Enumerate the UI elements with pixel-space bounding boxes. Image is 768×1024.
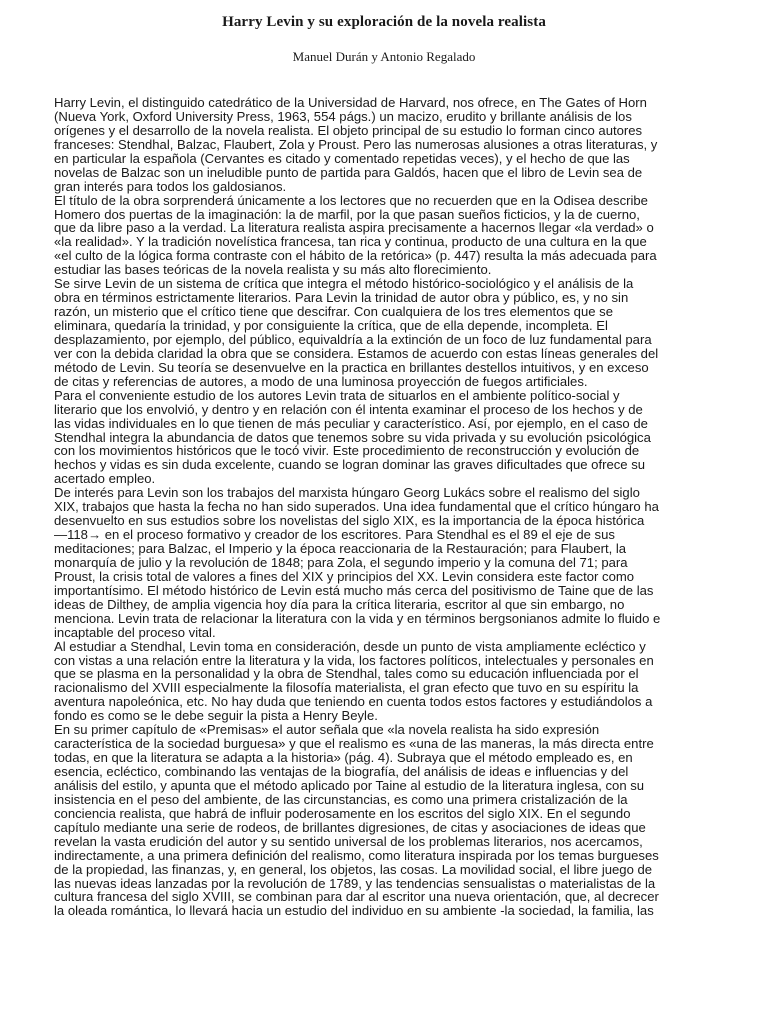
text-line: —118→ en el proceso formativo y creador de los escritores. Para Stendhal es el 89 el eje de sus <box>54 527 615 543</box>
text-line: esencia, ecléctico, combinando las ventajas de la biografía, del análisis de ideas e influencias y del <box>54 764 629 779</box>
text-line: novelas de Balzac son un ineludible punto de partida para Galdós, hacen que el libro de Levin sea de <box>54 164 643 180</box>
text-line: El título de la obra sorprenderá únicamente a los lectores que no recuerden que en la Odisea describe <box>54 192 648 208</box>
text-line: gran interés para todos los galdosianos. <box>54 178 287 194</box>
text-line: monarquía de julio y la revolución de 1848; para Zola, el segundo imperio y la comuna del 71; para <box>54 554 628 570</box>
text-line: franceses: Stendhal, Balzac, Flaubert, Zola y Proust. Pero las numerosas alusiones a otras literaturas, y <box>54 136 658 152</box>
text-line: meditaciones; para Balzac, el Imperio y la época reaccionaria de la Restauración; para Flaubert, la <box>54 541 627 556</box>
text-line: Homero dos puertas de la imaginación: la de marfil, por la que pasan sueños ficticios, y la de cuerno, <box>54 206 640 222</box>
text-line: método de Levin. Su teoría se desenvuelve en la practica en brillantes destellos intuitivos, y en exceso <box>54 359 649 375</box>
text-line: conciencia realista, que habrá de influir poderosamente en los escritos del siglo XIX. En el segundo <box>54 805 631 821</box>
text-line: en particular la española (Cervantes es citado y comentado repetidas veces), y el hecho de que las <box>54 150 630 166</box>
text-line: capítulo mediante una serie de rodeos, de brillantes digresiones, de citas y asociaciones de ideas que <box>54 819 646 835</box>
text-line: que da libre paso a la verdad. La literatura realista aspira precisamente a hacernos llegar «la verdad» o <box>54 220 654 236</box>
text-line: desenvuelto en sus estudios sobre los novelistas del siglo XIX, es la importancia de la época histórica <box>54 513 645 529</box>
text-line: Se sirve Levin de un sistema de crítica que integra el método histórico-sociológico y el análisis de la <box>54 276 634 292</box>
text-line: incaptable del proceso vital. <box>54 624 216 640</box>
text-line: las nuevas ideas lanzadas por la revolución de 1789, y las tendencias sensualistas o materialistas de la <box>54 875 656 891</box>
text-line: eliminara, quedaría la trinidad, y por consiguiente la crítica, que de ella depende, incompleta. El <box>54 318 608 333</box>
text-line: desplazamiento, por ejemplo, del público, equivaldría a la extinción de un foco de luz fundamental para <box>54 331 652 347</box>
text-line: acertado empleo. <box>54 471 156 487</box>
text-line: orígenes y el desarrollo de la novela realista. El objeto principal de su estudio lo forman cinco autores <box>54 122 643 138</box>
text-line: obra en términos estrictamente literarios. Para Levin la trinidad de autor obra y público, es, y no sin <box>54 290 629 306</box>
text-line: razón, un misterio que el crítico tiene que descifrar. Con cualquiera de los tres elementos que se <box>54 304 613 320</box>
text-line: revelan la vasta erudición del autor y su sentido universal de los problemas literarios, nos acercamos, <box>54 833 643 849</box>
text-line: ver con la debida claridad la obra que se considera. Estamos de acuerdo con estas líneas generales del <box>54 345 659 361</box>
document-authors: Manuel Durán y Antonio Regalado <box>292 49 476 64</box>
document-title: Harry Levin y su exploración de la novela realista <box>222 14 546 30</box>
text-line: Stendhal integra la abundancia de datos que tenemos sobre su vida privada y su evolución psicológica <box>54 429 651 445</box>
text-line: Harry Levin, el distinguido catedrático de la Universidad de Harvard, nos ofrece, en The Gates of Horn <box>54 95 647 110</box>
text-line: Para el conveniente estudio de los autores Levin trata de situarlos en el ambiente político-social y <box>54 387 620 403</box>
text-line: Al estudiar a Stendhal, Levin toma en consideración, desde un punto de vista ampliamente ecléctico y <box>54 638 646 654</box>
text-line: de la propiedad, las finanzas, y, en general, los objetos, las cosas. La movilidad social, el libre juego de <box>54 861 653 877</box>
text-line: fondo es como se le debe seguir la pista a Henry Beyle. <box>54 708 378 724</box>
text-line: importantísimo. El método histórico de Levin está mucho más cerca del positivismo de Taine que de las <box>54 582 654 598</box>
text-line: racionalismo del XVIII especialmente la filosofía materialista, el gran efecto que tuvo en su espíritu la <box>54 680 639 696</box>
text-line: «el culto de la lógica forma contraste con el hábito de la retórica» (p. 447) resulta la más adecuada para <box>54 248 657 264</box>
text-line: con los movimientos históricos que le tocó vivir. Este procedimiento de reconstrucción y evolución de <box>54 443 640 459</box>
text-line: análisis del estilo, y apunta que el método aplicado por Taine al estudio de la literatura inglesa, con su <box>54 777 645 793</box>
text-line: ideas de Dilthey, de amplia vigencia hoy día para la crítica literaria, escritor al que sin embargo, no <box>54 596 625 612</box>
text-line: «la realidad». Y la tradición novelística francesa, tan rica y continua, producto de una cultura en la que <box>54 234 647 250</box>
text-line: con vistas a una relación entre la literatura y la vida, los factores políticos, intelectuales y personales en <box>54 652 654 668</box>
text-line: menciona. Levin trata de relacionar la literatura con la vida y en términos bergsonianos admite lo fluido e <box>54 610 661 626</box>
text-line: insistencia en el peso del ambiente, de las circunstancias, es como una primera cristalización de la <box>54 791 628 807</box>
text-line: que se plasma en la personalidad y la obra de Stendhal, tales como su educación influenciada por el <box>54 666 639 682</box>
text-line: hechos y vidas es sin duda excelente, cuando se logran dominar las graves dificultades que ofrece su <box>54 457 646 473</box>
text-line: las vidas individuales en lo que tienen de más peculiar y característico. Así, por ejemplo, en el caso de <box>54 415 648 431</box>
body-text <box>54 96 716 918</box>
text-line: En su primer capítulo de «Premisas» el autor señala que «la novela realista ha sido expresión <box>54 722 600 738</box>
text-line: XIX, trabajos que hasta la fecha no han sido superados. Una idea fundamental que el crítico húngaro ha <box>54 499 659 515</box>
text-line: literario que los envolvió, y dentro y en relación con él intenta examinar el proceso de los hechos y de <box>54 401 643 417</box>
text-line: (Nueva York, Oxford University Press, 1963, 554 págs.) un macizo, erudito y brillante análisis de los <box>54 108 632 124</box>
text-line: la oleada romántica, lo llevará hacia un estudio del individuo en su ambiente -la sociedad, la familia, las <box>54 903 654 919</box>
text-line: indirectamente, a una primera definición del realismo, como literatura inspirada por los temas burgueses <box>54 847 659 863</box>
text-line: Proust, la crisis total de valores a fines del XIX y principios del XX. Levin considera este factor como <box>54 568 635 584</box>
text-line: característica de la sociedad burguesa» y que el realismo es «una de las maneras, la más directa entre <box>54 736 654 752</box>
text-line: aventura napoleónica, etc. No hay duda que teniendo en cuenta todos estos factores y estudiándolos a <box>54 694 653 710</box>
text-line: todas, en que la literatura se adapta a la historia» (pág. 4). Subraya que el método empleado es, en <box>54 750 633 766</box>
text-line: de citas y referencias de autores, a modo de una luminosa proyección de fuegos artificiales. <box>54 373 588 389</box>
text-line: De interés para Levin son los trabajos del marxista húngaro Georg Lukács sobre el realismo del siglo <box>54 485 640 501</box>
text-line: cultura francesa del siglo XVIII, se combinan para dar al escritor una nueva orientación, que, al decrecer <box>54 889 659 905</box>
text-line: estudiar las bases teóricas de la novela realista y su más alto florecimiento. <box>54 262 492 278</box>
